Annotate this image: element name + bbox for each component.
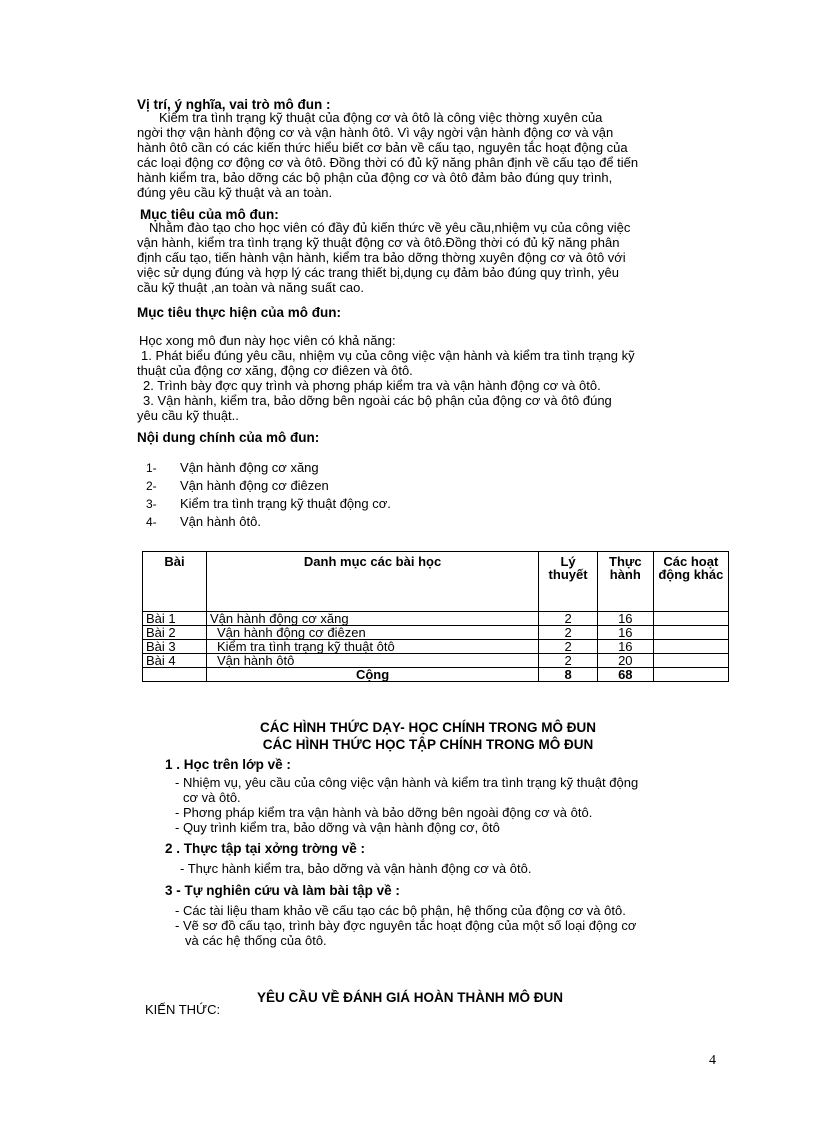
table-row xyxy=(143,612,729,626)
paragraph-line: - Phơng pháp kiểm tra vận hành và bảo dỡng bên ngoài động cơ và ôtô. xyxy=(175,805,593,820)
paragraph-line: 2. Trình bày đợc quy trình và phơng pháp kiểm tra và vận hành động cơ và ôtô. xyxy=(143,378,601,393)
header-other-activities: Các hoạt động khác xyxy=(653,552,728,612)
forms-group-body xyxy=(175,903,636,948)
cell-theory: 2 xyxy=(539,612,598,626)
cell-bai: Bài 3 xyxy=(143,640,207,654)
cell-total-label: Cộng xyxy=(206,668,538,682)
cell-bai: Bài 1 xyxy=(143,612,207,626)
list-text: Vận hành ôtô. xyxy=(180,514,261,529)
paragraph-line: yêu cầu kỹ thuật.. xyxy=(137,408,239,423)
paragraph-line: hành kiểm tra, bảo dỡng các bộ phận của động cơ và ôtô đảm bảo đúng quy trình, xyxy=(137,170,613,185)
paragraph-line: - Thực hành kiểm tra, bảo dỡng và vận hành động cơ và ôtô. xyxy=(180,861,532,876)
cell-theory: 2 xyxy=(539,640,598,654)
cell-other xyxy=(653,640,728,654)
list-item xyxy=(146,495,391,513)
table-row xyxy=(143,654,729,668)
list-text: Vận hành động cơ xăng xyxy=(180,460,319,475)
paragraph-line: vận hành, kiểm tra tình trạng kỹ thuật động cơ và ôtô.Đồng thời có đủ kỹ năng phân xyxy=(137,235,620,250)
section-position-body xyxy=(137,110,638,200)
cell-lesson-name: Vận hành ôtô xyxy=(206,654,538,668)
forms-group-body xyxy=(180,861,531,876)
header-theory: Lý thuyết xyxy=(539,552,598,612)
content-list xyxy=(146,459,391,531)
cell-empty xyxy=(143,668,207,682)
paragraph-line: hành ôtô cần có các kiến thức hiểu biết cơ bản về cấu tạo, nguyên tắc hoạt động của xyxy=(137,140,628,155)
cell-lesson-name: Vận hành động cơ xăng xyxy=(206,612,538,626)
table-row xyxy=(143,640,729,654)
cell-total-practice: 68 xyxy=(597,668,653,682)
cell-practice: 16 xyxy=(597,640,653,654)
paragraph-line: - Quy trình kiểm tra, bảo dỡng và vận hành động cơ, ôtô xyxy=(175,820,500,835)
table-total-row xyxy=(143,668,729,682)
forms-group-heading: 3 - Tự nghiên cứu và làm bài tập về : xyxy=(165,883,400,898)
cell-practice: 16 xyxy=(597,612,653,626)
paragraph-line: Nhằm đào tạo cho học viên có đầy đủ kiến thức về yêu cầu,nhiệm vụ của công việc xyxy=(149,220,631,235)
paragraph-line: đúng yêu cầu kỹ thuật và an toàn. xyxy=(137,185,333,200)
cell-practice: 16 xyxy=(597,626,653,640)
cell-theory: 2 xyxy=(539,626,598,640)
list-text: Vận hành động cơ điêzen xyxy=(180,478,329,493)
table-header-row xyxy=(143,552,729,612)
list-number: 4- xyxy=(146,515,157,529)
section-objectives-heading: Mục tiêu của mô đun: xyxy=(140,207,279,222)
paragraph-line: các loại động cơ động cơ và ôtô. Đồng thời có đủ kỹ năng phân định về cấu tạo để tiến xyxy=(137,155,639,170)
paragraph-line: - Vẽ sơ đồ cấu tạo, trình bày đợc nguyên tắc hoạt động của một số loại động cơ xyxy=(175,918,637,933)
forms-group-heading: 1 . Học trên lớp về : xyxy=(165,757,291,772)
forms-group-body xyxy=(175,775,638,835)
paragraph-line: 3. Vận hành, kiểm tra, bảo dỡng bên ngoài các bộ phận của động cơ và ôtô đúng xyxy=(143,393,612,408)
page-number: 4 xyxy=(709,1053,716,1068)
cell-bai: Bài 2 xyxy=(143,626,207,640)
section-performance-body xyxy=(137,333,635,423)
cell-lesson-name: Vận hành động cơ điêzen xyxy=(206,626,538,640)
paragraph-line: cầu kỹ thuật ,an toàn và năng suất cao. xyxy=(137,280,364,295)
cell-other xyxy=(653,654,728,668)
cell-total-theory: 8 xyxy=(539,668,598,682)
section-objectives-body xyxy=(137,220,630,295)
cell-theory: 2 xyxy=(539,654,598,668)
list-number: 2- xyxy=(146,479,157,493)
paragraph-line: việc sử dụng đúng và hợp lý các trang thiết bị,dụng cụ đảm bảo đúng quy trình, yêu xyxy=(137,265,619,280)
paragraph-line: Kiểm tra tình trạng kỹ thuật của động cơ và ôtô là công việc thờng xuyên của xyxy=(159,110,603,125)
header-lesson-list: Danh mục các bài học xyxy=(206,552,538,612)
paragraph-line: thuật của động cơ xăng, động cơ điêzen và ôtô. xyxy=(137,363,413,378)
forms-title-teaching: CÁC HÌNH THỨC DẠY- HỌC CHÍNH TRONG MÔ ĐUN xyxy=(260,720,596,735)
paragraph-line: định cấu tạo, tiến hành vận hành, kiểm tra bảo dỡng thờng xuyên động cơ và ôtô với xyxy=(137,250,626,265)
paragraph-line: và các hệ thống của ôtô. xyxy=(185,933,327,948)
section-position-heading: Vị trí, ý nghĩa, vai trò mô đun : xyxy=(137,97,331,112)
paragraph-line: Học xong mô đun này học viên có khả năng: xyxy=(139,333,396,348)
cell-lesson-name: Kiểm tra tình trạng kỹ thuật ôtô xyxy=(206,640,538,654)
list-item xyxy=(146,477,391,495)
forms-title-learning: CÁC HÌNH THỨC HỌC TẬP CHÍNH TRONG MÔ ĐUN xyxy=(262,737,594,752)
paragraph-line: 1. Phát biểu đúng yêu cầu, nhiệm vụ của công việc vận hành và kiểm tra tình trạng kỹ xyxy=(141,348,635,363)
lessons-table xyxy=(142,551,729,682)
paragraph-line: ngời thợ vận hành động cơ và vận hành ôtô. Vì vậy ngời vận hành động cơ và vận xyxy=(137,125,614,140)
evaluation-title: YÊU CẦU VỀ ĐÁNH GIÁ HOÀN THÀNH MÔ ĐUN xyxy=(257,990,564,1005)
list-item xyxy=(146,513,391,531)
header-practice: Thực hành xyxy=(597,552,653,612)
table-row xyxy=(143,626,729,640)
section-performance-heading: Mục tiêu thực hiện của mô đun: xyxy=(137,305,342,320)
cell-other xyxy=(653,612,728,626)
list-number: 1- xyxy=(146,461,157,475)
section-content-heading: Nội dung chính của mô đun: xyxy=(137,430,320,445)
paragraph-line: cơ và ôtô. xyxy=(183,790,241,805)
forms-group-heading: 2 . Thực tập tại xởng trờng về : xyxy=(165,841,365,856)
list-text: Kiểm tra tình trạng kỹ thuật động cơ. xyxy=(180,496,391,511)
paragraph-line: - Các tài liệu tham khảo về cấu tạo các bộ phận, hệ thống của động cơ và ôtô. xyxy=(175,903,626,918)
list-item xyxy=(146,459,391,477)
cell-other xyxy=(653,668,728,682)
knowledge-label: KIẾN THỨC: xyxy=(145,1002,221,1017)
cell-practice: 20 xyxy=(597,654,653,668)
list-number: 3- xyxy=(146,497,157,511)
paragraph-line: - Nhiệm vụ, yêu cầu của công việc vận hành và kiểm tra tình trạng kỹ thuật động xyxy=(175,775,639,790)
cell-bai: Bài 4 xyxy=(143,654,207,668)
header-bai: Bài xyxy=(143,552,207,612)
cell-other xyxy=(653,626,728,640)
